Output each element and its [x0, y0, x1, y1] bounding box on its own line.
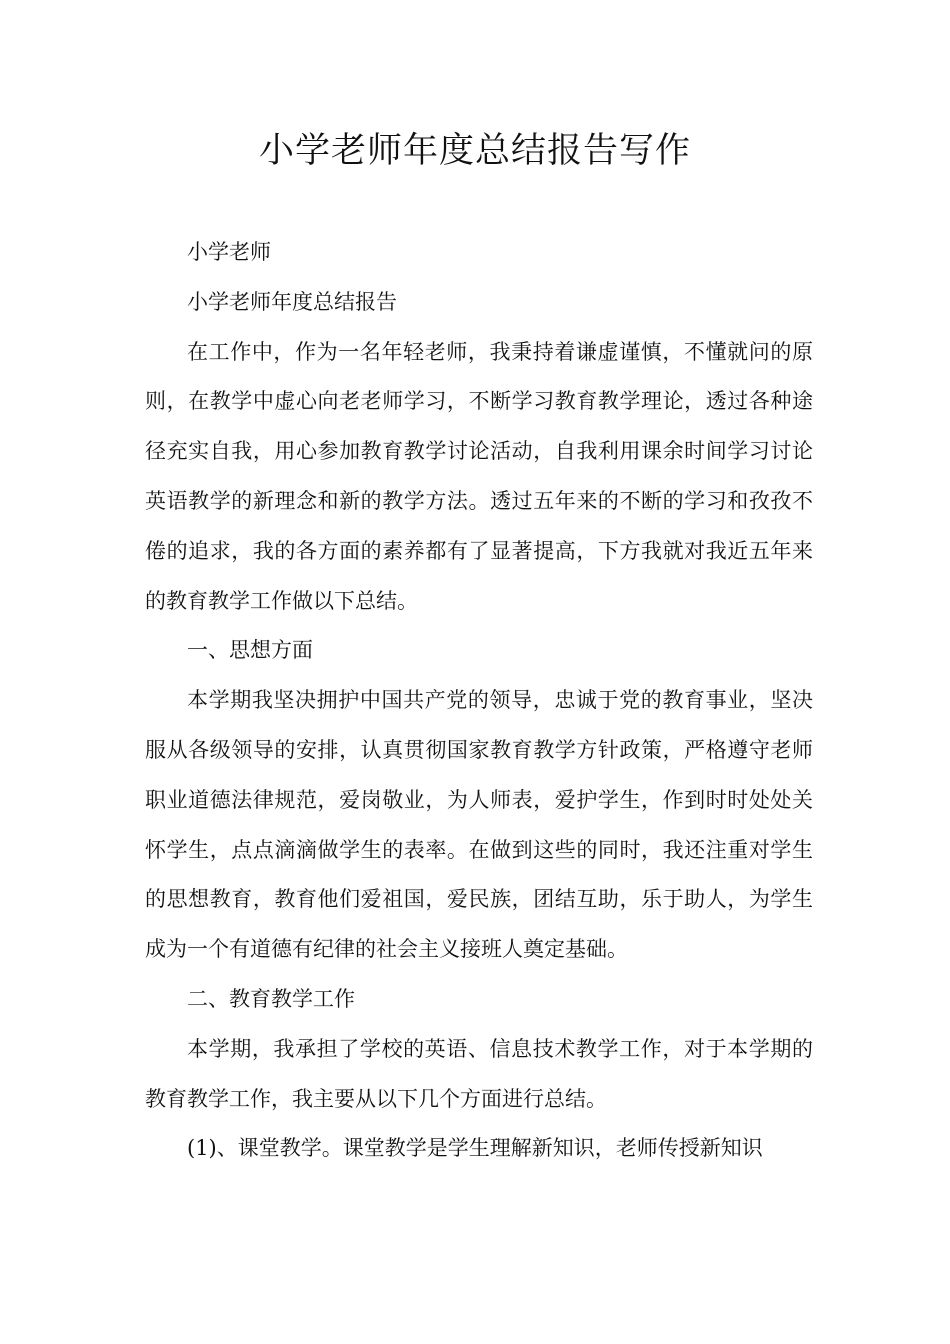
paragraph-subtitle: 小学老师年度总结报告	[187, 289, 397, 314]
paragraph-author: 小学老师	[187, 240, 271, 264]
document-title: 小学老师年度总结报告写作	[258, 131, 691, 171]
paragraph-teaching-intro: 本学期，我承担了学校的英语、信息技术教学工作，对于本学期的教育教学工作，我主要从以下几个方面进行总结。	[145, 1036, 813, 1111]
paragraph-intro: 在工作中，作为一名年轻老师，我秉持着谦虚谨慎，不懂就问的原则，在教学中虚心向老老师学习，不断学习教育教学理论，透过各种途径充实自我，用心参加教育教学讨论活动，自我利用课余时间学习讨论英语教学的新理念和新的教学方法。透过五年来的不断的学习和孜孜不倦的追求，我的各方面的素养都有了显著提高，下方我就对我近五年来的教育教学工作做以下总结。	[145, 339, 813, 613]
document-body	[145, 228, 813, 1174]
section-heading-thought: 一、思想方面	[187, 638, 313, 663]
section-heading-teaching: 二、教育教学工作	[187, 986, 355, 1011]
paragraph-thought: 本学期我坚决拥护中国共产党的领导，忠诚于党的教育事业，坚决服从各级领导的安排，认真贯彻国家教育教学方针政策，严格遵守老师职业道德法律规范，爱岗敬业，为人师表，爱护学生，作到时时处处关怀学生，点点滴滴做学生的表率。在做到这些的同时，我还注重对学生的思想教育，教育他们爱祖国，爱民族，团结互助，乐于助人，为学生成为一个有道德有纪律的社会主义接班人奠定基础。	[145, 688, 813, 962]
paragraph-classroom: (1)、课堂教学。课堂教学是学生理解新知识，老师传授新知识	[187, 1136, 763, 1161]
